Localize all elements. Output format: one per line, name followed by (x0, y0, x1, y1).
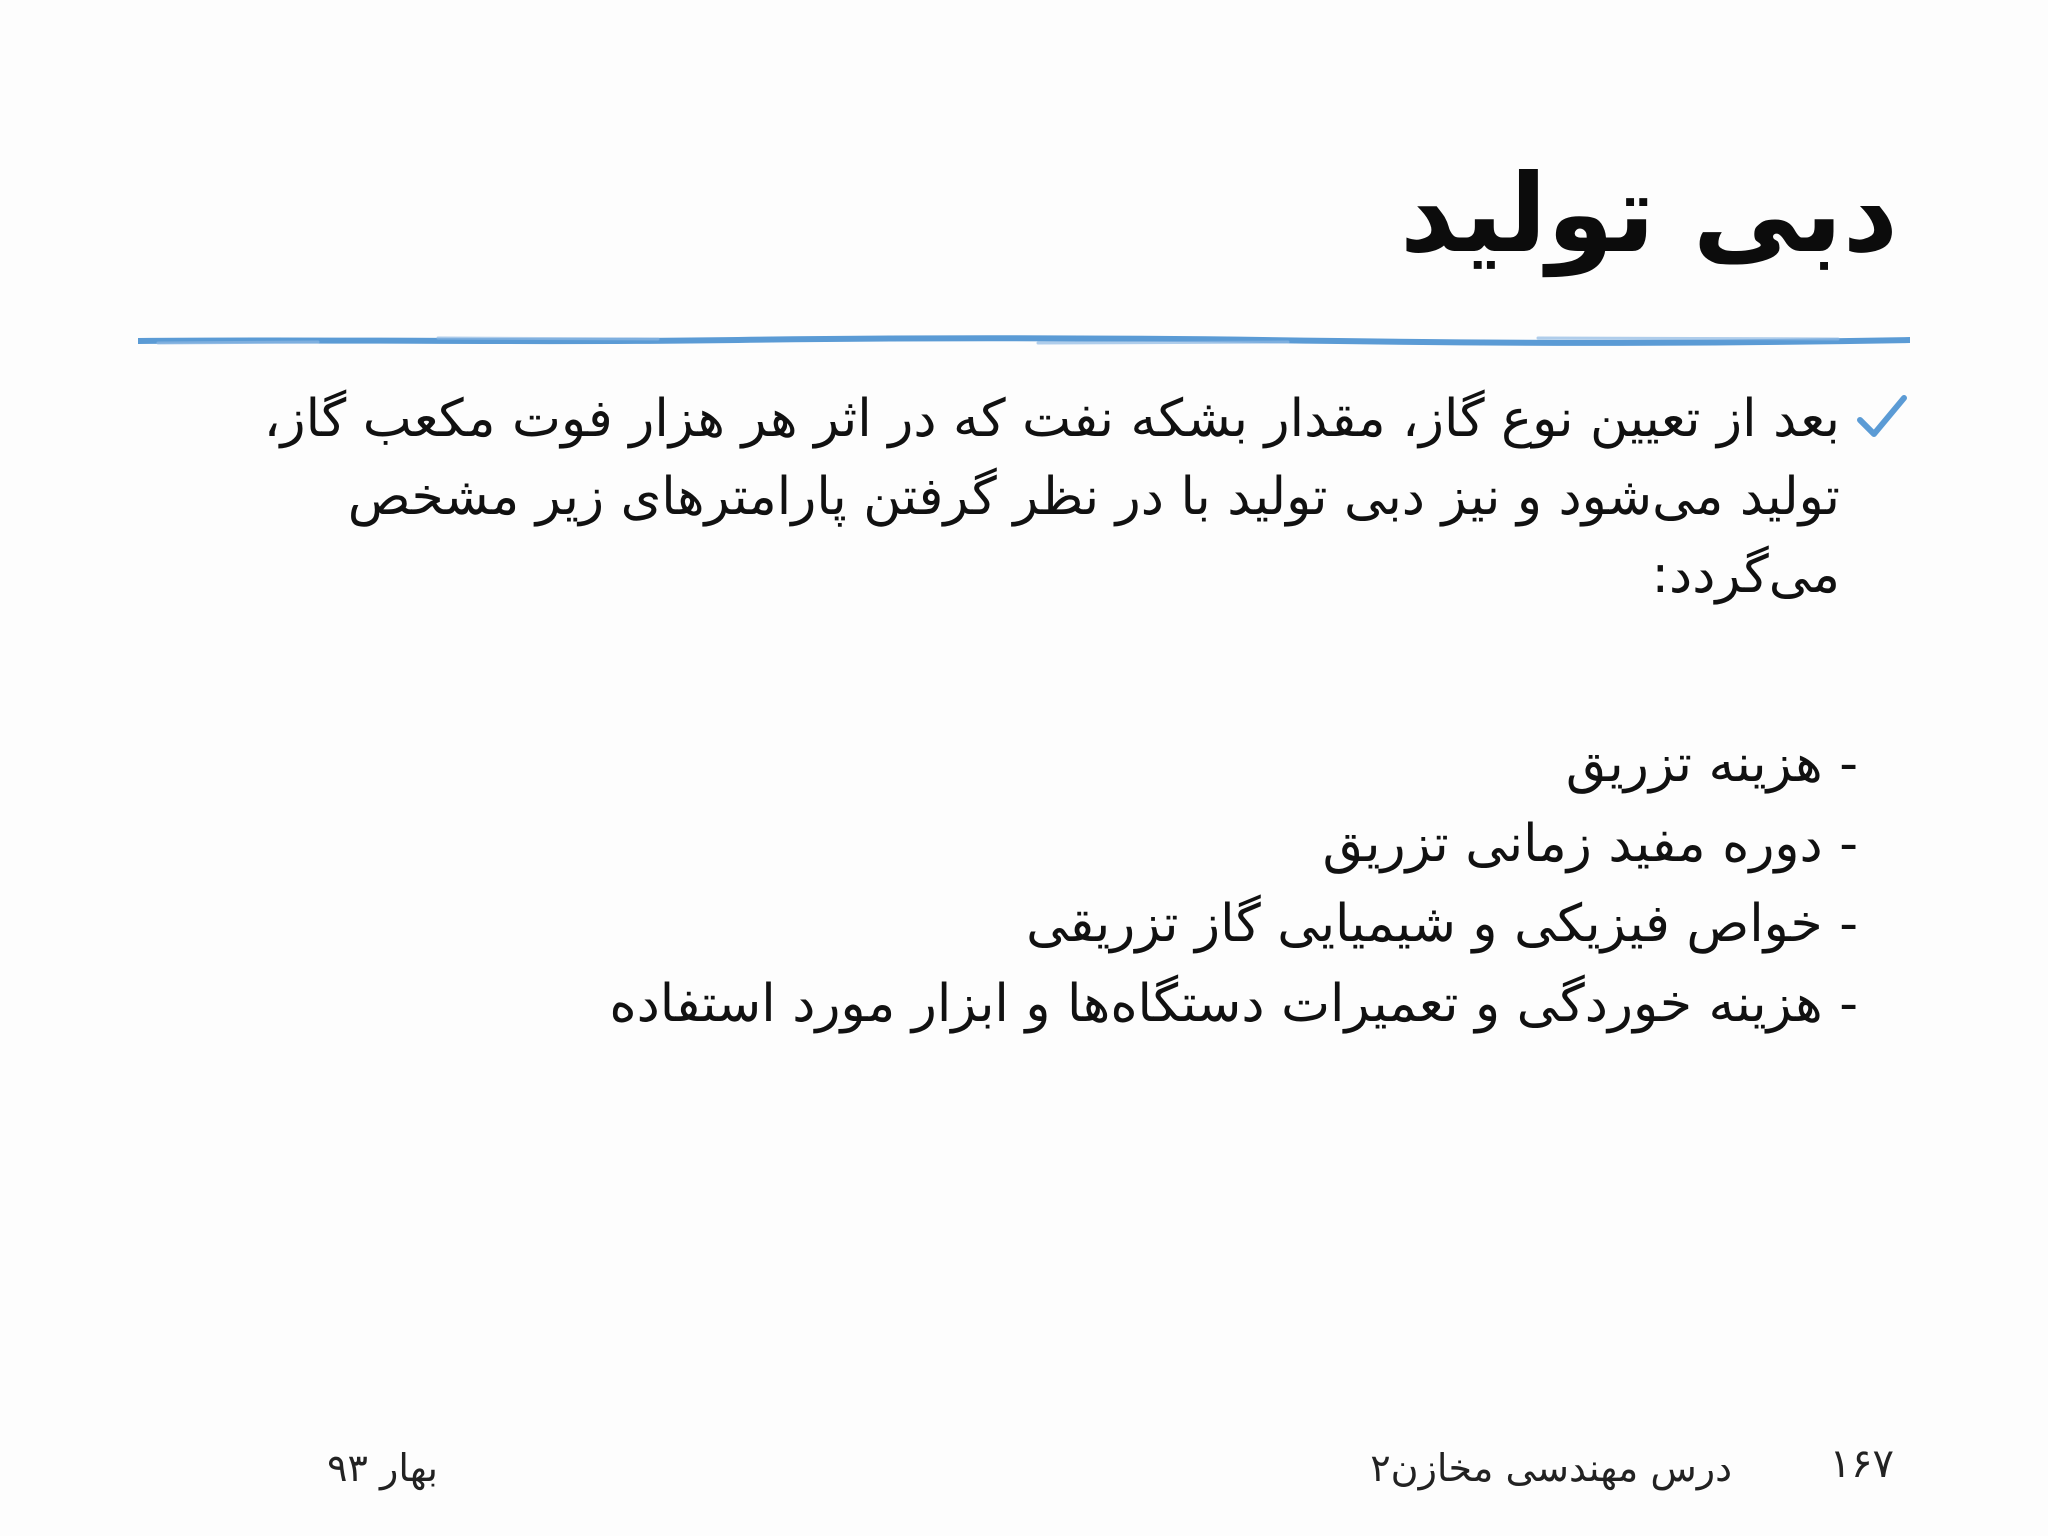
list-item: - هزینه تزریق (1565, 734, 1858, 794)
slide-title: دبی تولید (1399, 152, 1898, 277)
parameter-list (358, 724, 1858, 1044)
list-item: - دوره مفید زمانی تزریق (1322, 814, 1858, 874)
check-icon (1854, 390, 1908, 444)
footer-term: بهار ۹۳ (327, 1446, 438, 1490)
bullet-paragraph (188, 380, 1908, 614)
list-item: - هزینه خوردگی و تعمیرات دستگاه‌ها و ابزار مورد استفاده (609, 974, 1858, 1034)
list-item: - خواص فیزیکی و شیمیایی گاز تزریقی (1026, 894, 1858, 954)
footer-course-name: درس مهندسی مخازن۲ (1370, 1446, 1732, 1490)
title-divider (138, 334, 1910, 348)
footer-page-number: ۱۶۷ (1829, 1441, 1894, 1487)
bullet-text: بعد از تعیین نوع گاز، مقدار بشکه نفت که در اثر هر هزار فوت مکعب گاز، تولید می‌شود و نیز دبی تولید با در نظر گرفتن پارامترهای زیر مشخص می‌گردد: (263, 389, 1840, 605)
